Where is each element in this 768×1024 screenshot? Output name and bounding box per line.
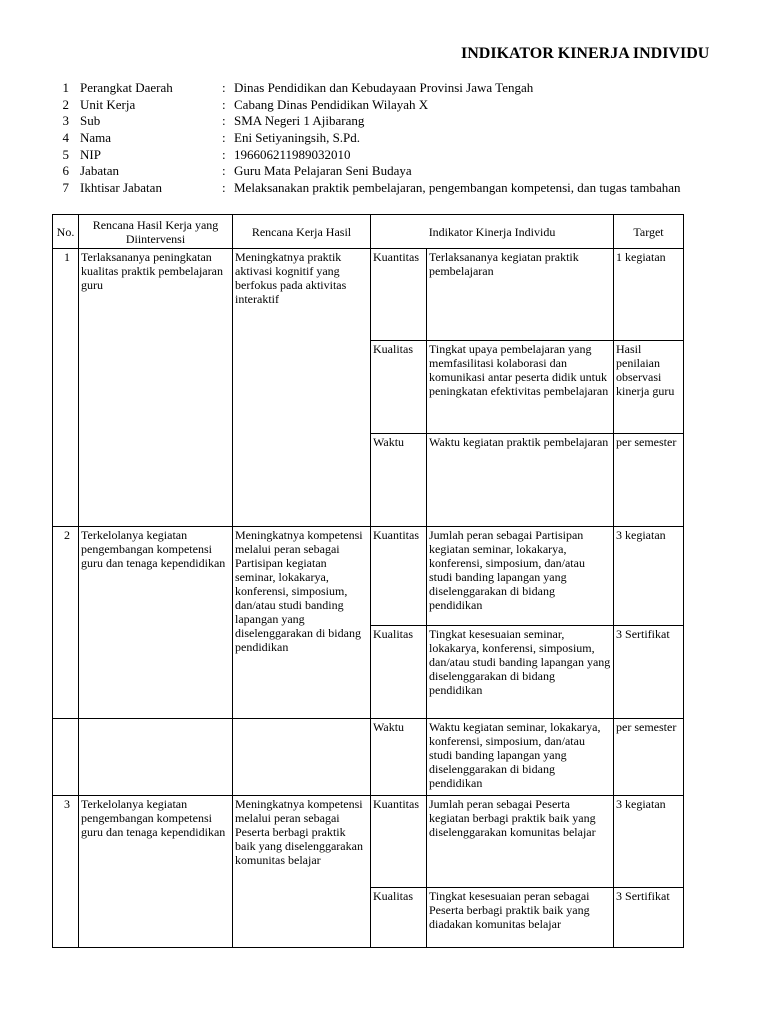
info-row-jabatan xyxy=(0,162,768,179)
header-no: No. xyxy=(53,215,79,249)
row-number: 3 xyxy=(53,796,79,948)
info-label: Nama xyxy=(80,130,112,146)
indicator-aspect: Kuantitas xyxy=(371,796,427,888)
indicator-target: 3 kegiatan xyxy=(614,796,684,888)
info-number: 4 xyxy=(62,130,69,146)
indicator-aspect: Waktu xyxy=(371,719,427,796)
info-label: Jabatan xyxy=(80,163,119,179)
indicator-aspect: Kuantitas xyxy=(371,527,427,626)
rencana-kerja-hasil-cell: Meningkatnya praktik aktivasi kognitif yang berfokus pada aktivitas interaktif xyxy=(233,249,371,527)
table-row xyxy=(53,527,684,626)
info-label: Unit Kerja xyxy=(80,96,136,112)
info-value: Dinas Pendidikan dan Kebudayaan Provinsi Jawa Tengah xyxy=(234,80,534,95)
info-colon: : xyxy=(222,130,226,146)
rencana-hasil-kerja-cell: Terkelolanya kegiatan pengembangan kompetensi guru dan tenaga kependidikan xyxy=(79,527,233,719)
indicator-aspect: Kualitas xyxy=(371,341,427,434)
header-indikator-kinerja: Indikator Kinerja Individu xyxy=(371,215,614,249)
indicator-target: 3 kegiatan xyxy=(614,527,684,626)
indicator-description: Waktu kegiatan seminar, lokakarya, konferensi, simposium, dan/atau studi banding lapangan yang diselenggarakan di bidang pendidikan xyxy=(427,719,614,796)
info-colon: : xyxy=(222,163,226,179)
info-row-ikhtisar-jabatan xyxy=(0,179,768,196)
rencana-kerja-hasil-cell: Meningkatnya kompetensi melalui peran sebagai Partisipan kegiatan seminar, lokakarya, konferensi, simposium, dan/atau studi banding lapangan yang diselenggarakan di bidang pendidikan xyxy=(233,527,371,719)
indicator-target: 3 Sertifikat xyxy=(614,888,684,948)
info-number: 3 xyxy=(62,113,69,129)
info-colon: : xyxy=(222,96,226,112)
table-header-row xyxy=(53,215,684,249)
info-label: Perangkat Daerah xyxy=(80,80,173,95)
table-row xyxy=(53,796,684,888)
info-label: NIP xyxy=(80,146,101,162)
row-number: 1 xyxy=(53,249,79,527)
info-row-unit-kerja xyxy=(0,96,768,113)
indicator-description: Jumlah peran sebagai Partisipan kegiatan seminar, lokakarya, konferensi, simposium, dan/atau studi banding lapangan yang diselenggarakan di bidang pendidikan xyxy=(427,527,614,626)
empty-cell xyxy=(233,719,371,796)
info-value: SMA Negeri 1 Ajibarang xyxy=(234,113,365,129)
indicator-aspect: Kualitas xyxy=(371,888,427,948)
document-title: INDIKATOR KINERJA INDIVIDU xyxy=(461,45,710,62)
info-row-perangkat-daerah xyxy=(0,79,768,96)
info-number: 7 xyxy=(62,180,69,196)
info-value: Guru Mata Pelajaran Seni Budaya xyxy=(234,163,412,179)
info-number: 6 xyxy=(62,163,69,179)
info-colon: : xyxy=(222,80,226,95)
rencana-hasil-kerja-cell: Terkelolanya kegiatan pengembangan kompetensi guru dan tenaga kependidikan xyxy=(79,796,233,948)
info-number: 5 xyxy=(62,146,69,162)
info-row-nip xyxy=(0,146,768,163)
info-value: Eni Setiyaningsih, S.Pd. xyxy=(234,130,361,146)
empty-cell xyxy=(53,719,79,796)
header-rencana-kerja-hasil: Rencana Kerja Hasil xyxy=(233,215,371,249)
info-row-nama xyxy=(0,129,768,146)
info-value: 196606211989032010 xyxy=(234,146,351,162)
indicator-description: Tingkat kesesuaian seminar, lokakarya, konferensi, simposium, dan/atau studi banding lapangan yang diselenggarakan di bidang pendidikan xyxy=(427,626,614,719)
indicator-description: Tingkat kesesuaian peran sebagai Peserta berbagi praktik baik yang diadakan komunitas belajar xyxy=(427,888,614,948)
indicator-target: Hasil penilaian observasi kinerja guru xyxy=(614,341,684,434)
kinerja-table xyxy=(52,214,684,948)
indicator-description: Waktu kegiatan praktik pembelajaran xyxy=(427,434,614,527)
rencana-kerja-hasil-cell: Meningkatnya kompetensi melalui peran sebagai Peserta berbagi praktik baik yang diselenggarakan komunitas belajar xyxy=(233,796,371,948)
info-number: 2 xyxy=(62,96,69,112)
indicator-aspect: Waktu xyxy=(371,434,427,527)
header-rencana-hasil-kerja: Rencana Hasil Kerja yang Diintervensi xyxy=(79,215,233,249)
indicator-target: per semester xyxy=(614,434,684,527)
info-colon: : xyxy=(222,146,226,162)
indicator-aspect: Kualitas xyxy=(371,626,427,719)
info-value: Cabang Dinas Pendidikan Wilayah X xyxy=(234,96,429,112)
header-target: Target xyxy=(614,215,684,249)
indicator-target: per semester xyxy=(614,719,684,796)
employee-info xyxy=(0,79,768,196)
info-label: Ikhtisar Jabatan xyxy=(80,180,162,196)
indicator-aspect: Kuantitas xyxy=(371,249,427,341)
indicator-description: Jumlah peran sebagai Peserta kegiatan berbagi praktik baik yang diselenggarakan komunitas belajar xyxy=(427,796,614,888)
info-row-sub xyxy=(0,112,768,129)
indicator-description: Tingkat upaya pembelajaran yang memfasilitasi kolaborasi dan komunikasi antar peserta didik untuk peningkatan efektivitas pembelajaran xyxy=(427,341,614,434)
empty-cell xyxy=(79,719,233,796)
info-label: Sub xyxy=(80,113,101,129)
info-colon: : xyxy=(222,180,226,196)
table-row xyxy=(53,719,684,796)
info-colon: : xyxy=(222,113,226,129)
info-value: Melaksanakan praktik pembelajaran, pengembangan kompetensi, dan tugas tambahan xyxy=(234,180,681,196)
indicator-target: 1 kegiatan xyxy=(614,249,684,341)
info-number: 1 xyxy=(62,80,69,95)
rencana-hasil-kerja-cell: Terlaksananya peningkatan kualitas praktik pembelajaran guru xyxy=(79,249,233,527)
indicator-target: 3 Sertifikat xyxy=(614,626,684,719)
row-number: 2 xyxy=(53,527,79,719)
indicator-description: Terlaksananya kegiatan praktik pembelajaran xyxy=(427,249,614,341)
table-row xyxy=(53,249,684,341)
